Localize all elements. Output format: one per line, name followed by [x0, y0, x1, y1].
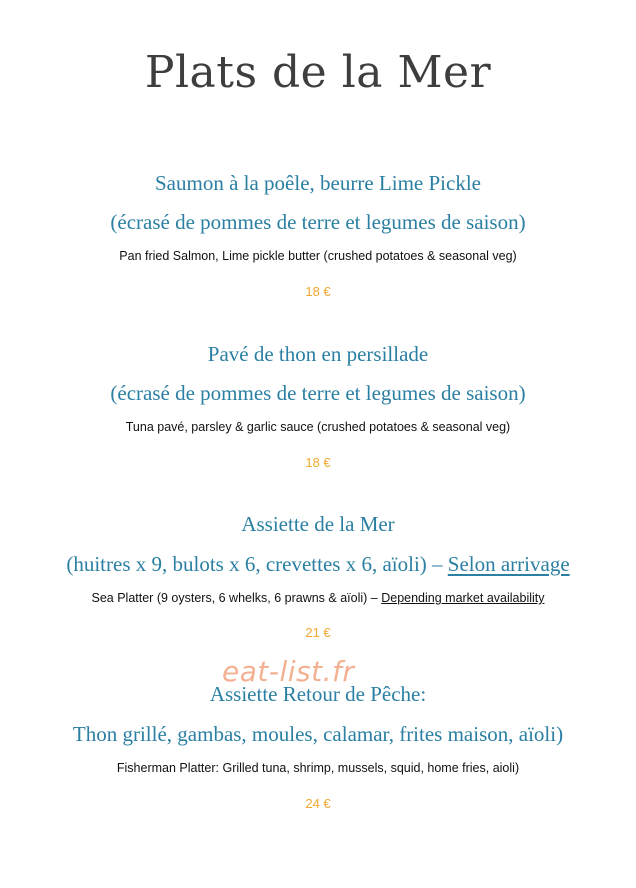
- dish-3-price: 21 €: [305, 625, 331, 640]
- dish-1-french-name: Saumon à la poêle, beurre Lime Pickle: [155, 171, 481, 195]
- watermark: eat-list.fr: [222, 655, 355, 688]
- dish-3-english-description: [0, 589, 636, 607]
- dish-3-french-name: Assiette de la Mer: [241, 512, 395, 536]
- dish-3-french-description-main: (huitres x 9, bulots x 6, crevettes x 6, aïoli) –: [66, 552, 448, 576]
- dish-2-english-description: Tuna pavé, parsley & garlic sauce (crushed potatoes & seasonal veg): [125, 420, 511, 434]
- dish-4-french-name: Assiette Retour de Pêche:: [209, 682, 427, 706]
- dish-3-availability-note-english: Depending market availability: [381, 591, 545, 605]
- page-title: Plats de la Mer: [144, 47, 492, 98]
- dish-3-availability-note: Selon arrivage: [447, 552, 570, 576]
- dish-1-french-description: (écrasé de pommes de terre et legumes de saison): [110, 210, 526, 234]
- dish-4-french-description: Thon grillé, gambas, moules, calamar, frites maison, aïoli): [72, 722, 564, 746]
- dish-1-price: 18 €: [305, 284, 331, 299]
- dish-4-english-description: Fisherman Platter: Grilled tuna, shrimp, mussels, squid, home fries, aioli): [116, 761, 520, 775]
- dish-4-price: 24 €: [305, 796, 331, 811]
- dish-1-english-description: Pan fried Salmon, Lime pickle butter (crushed potatoes & seasonal veg): [119, 249, 517, 263]
- dish-2-price: 18 €: [305, 455, 331, 470]
- dish-3-english-description-main: Sea Platter (9 oysters, 6 whelks, 6 prawns & aïoli) –: [91, 591, 382, 605]
- dish-2-french-name: Pavé de thon en persillade: [207, 342, 429, 366]
- dish-2-french-description: (écrasé de pommes de terre et legumes de saison): [110, 381, 526, 405]
- dish-3-french-description: [0, 550, 636, 578]
